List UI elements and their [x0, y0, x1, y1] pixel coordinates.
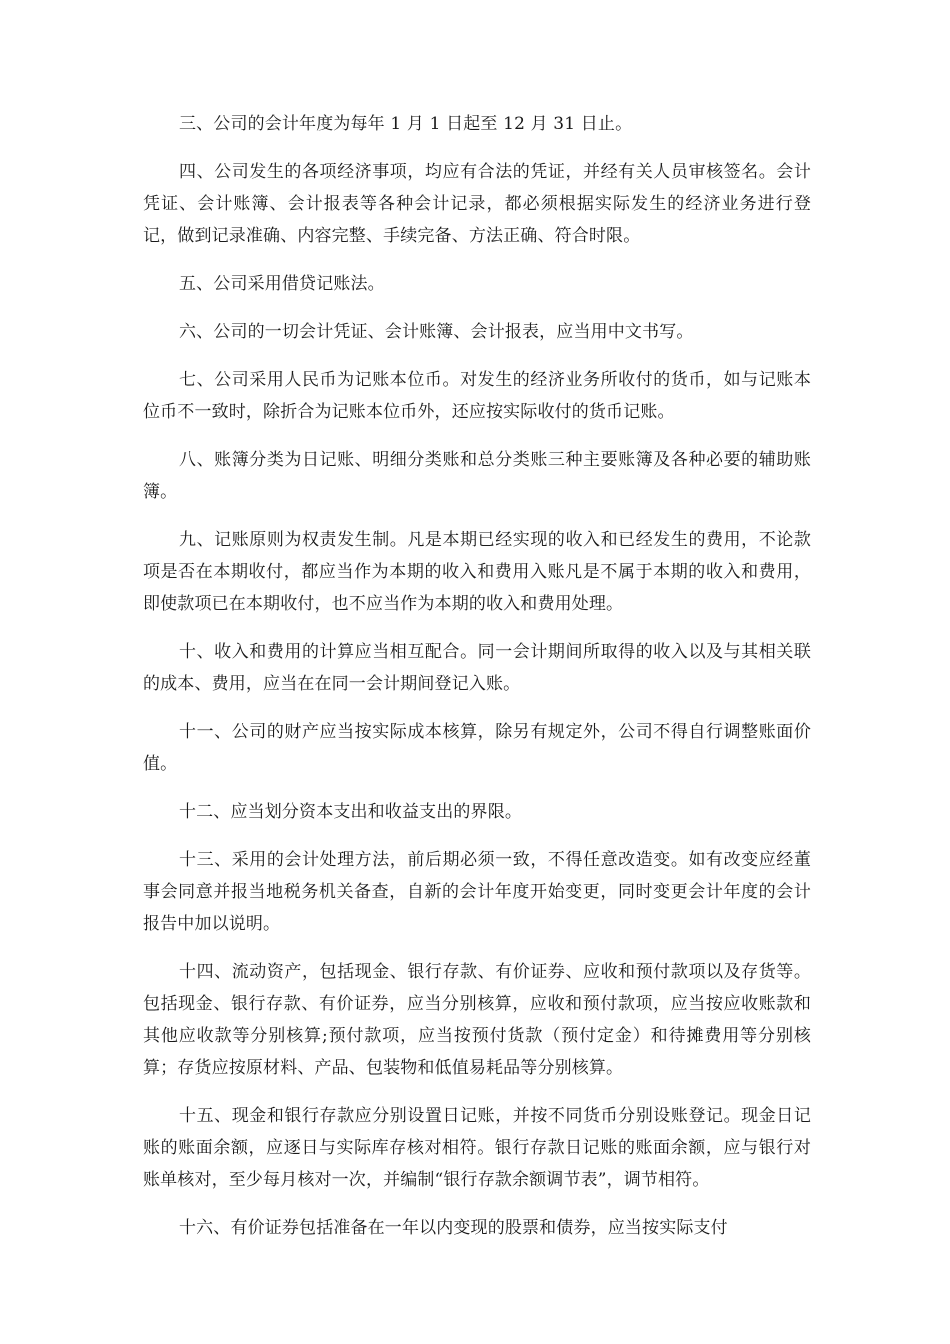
- document-body: [143, 108, 811, 1260]
- paragraph-article-4: 四、公司发生的各项经济事项，均应有合法的凭证，并经有关人员审核签名。会计凭证、会计账簿、会计报表等各种会计记录，都必须根据实际发生的经济业务进行登记，做到记录准确、内容完整、手续完备、方法正确、符合时限。: [143, 162, 811, 246]
- paragraph-article-8: 八、账簿分类为日记账、明细分类账和总分类账三种主要账簿及各种必要的辅助账簿。: [143, 450, 811, 502]
- paragraph-article-7: 七、公司采用人民币为记账本位币。对发生的经济业务所收付的货币，如与记账本位币不一致时，除折合为记账本位币外，还应按实际收付的货币记账。: [143, 370, 811, 422]
- paragraph-article-13: 十三、采用的会计处理方法，前后期必须一致，不得任意改造变。如有改变应经董事会同意并报当地税务机关备查，自新的会计年度开始变更，同时变更会计年度的会计报告中加以说明。: [143, 850, 811, 934]
- paragraph-article-11: 十一、公司的财产应当按实际成本核算，除另有规定外，公司不得自行调整账面价值。: [143, 722, 811, 774]
- paragraph-article-14: 十四、流动资产，包括现金、银行存款、有价证券、应收和预付款项以及存货等。包括现金、银行存款、有价证券，应当分别核算，应收和预付款项，应当按应收账款和其他应收款等分别核算;预付款项，应当按预付货款（预付定金）和待摊费用等分别核算；存货应按原材料、产品、包装物和低值易耗品等分别核算。: [143, 962, 811, 1078]
- paragraph-article-16: 十六、有价证券包括准备在一年以内变现的股票和债券，应当按实际支付: [179, 1218, 728, 1238]
- paragraph-article-9: 九、记账原则为权责发生制。凡是本期已经实现的收入和已经发生的费用，不论款项是否在本期收付，都应当作为本期的收入和费用入账凡是不属于本期的收入和费用，即使款项已在本期收付，也不应当作为本期的收入和费用处理。: [143, 530, 811, 614]
- paragraph-article-15: 十五、现金和银行存款应分别设置日记账，并按不同货币分别设账登记。现金日记账的账面余额，应逐日与实际库存核对相符。银行存款日记账的账面余额，应与银行对账单核对，至少每月核对一次，并编制“银行存款余额调节表”，调节相符。: [143, 1106, 811, 1190]
- paragraph-article-10: 十、收入和费用的计算应当相互配合。同一会计期间所取得的收入以及与其相关联的成本、费用，应当在在同一会计期间登记入账。: [143, 642, 811, 694]
- paragraph-article-6: 六、公司的一切会计凭证、会计账簿、会计报表，应当用中文书写。: [179, 322, 694, 342]
- paragraph-article-3: 三、公司的会计年度为每年 1 月 1 日起至 12 月 31 日止。: [179, 114, 633, 134]
- paragraph-article-5: 五、公司采用借贷记账法。: [179, 274, 385, 294]
- paragraph-article-12: 十二、应当划分资本支出和收益支出的界限。: [179, 802, 522, 822]
